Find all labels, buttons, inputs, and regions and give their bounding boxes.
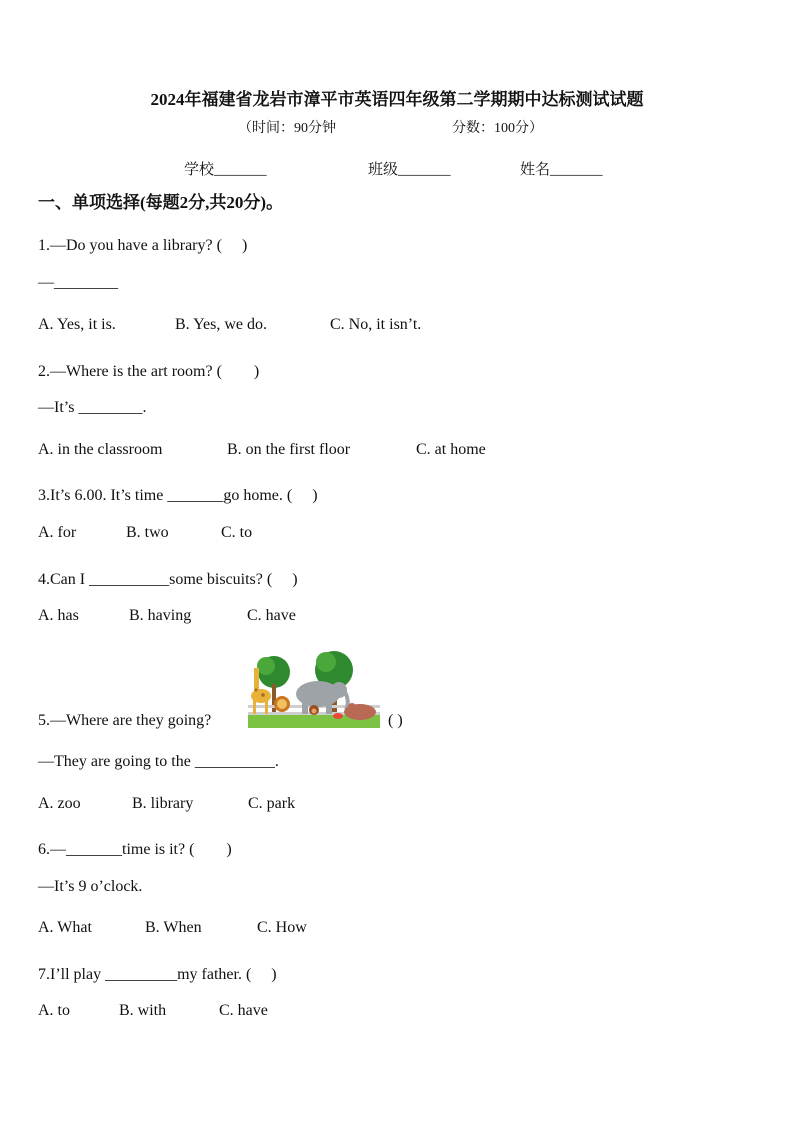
question-2-option-b[interactable]: B. on the first floor (227, 441, 351, 458)
question-5-option-c[interactable]: C. park (248, 795, 296, 812)
question-1-stem: 1.—Do you have a library? ( ) (38, 237, 248, 254)
question-5-answer-blank: —They are going to the __________. (38, 753, 279, 770)
question-6-stem: 6.—_______time is it? ( ) (38, 841, 232, 858)
question-4-option-a[interactable]: A. has (38, 607, 79, 624)
question-1-answer-blank: —________ (38, 274, 118, 291)
question-4-option-b[interactable]: B. having (129, 607, 192, 624)
page-title: 2024年福建省龙岩市漳平市英语四年级第二学期期中达标测试试题 (150, 90, 644, 109)
question-3-option-c[interactable]: C. to (221, 524, 253, 541)
question-7-option-b[interactable]: B. with (119, 1002, 167, 1019)
name-field[interactable]: 姓名_______ (520, 162, 603, 178)
zoo-animals-image (246, 650, 382, 730)
question-2-answer-blank: —It’s ________. (38, 399, 147, 416)
question-5-option-b[interactable]: B. library (132, 795, 194, 812)
exam-time: （时间：90分钟 (238, 121, 336, 136)
question-4-stem: 4.Can I __________some biscuits? ( ) (38, 571, 298, 588)
section-heading: 一、单项选择(每题2分,共20分)。 (38, 193, 284, 212)
question-1-option-c[interactable]: C. No, it isn’t. (330, 316, 422, 333)
question-1-option-b[interactable]: B. Yes, we do. (175, 316, 268, 333)
question-4-option-c[interactable]: C. have (247, 607, 296, 624)
question-3-option-b[interactable]: B. two (126, 524, 169, 541)
question-5-option-a[interactable]: A. zoo (38, 795, 81, 812)
question-7-option-c[interactable]: C. have (219, 1002, 268, 1019)
question-7-stem: 7.I’ll play _________my father. ( ) (38, 966, 277, 983)
question-5-stem: 5.—Where are they going? (38, 712, 212, 729)
question-7-option-a[interactable]: A. to (38, 1002, 70, 1019)
question-6-option-c[interactable]: C. How (257, 919, 307, 936)
question-5-bracket: ( ) (388, 712, 403, 729)
question-3-option-a[interactable]: A. for (38, 524, 77, 541)
school-field[interactable]: 学校_______ (184, 162, 267, 178)
question-6-option-a[interactable]: A. What (38, 919, 92, 936)
question-6-option-b[interactable]: B. When (145, 919, 202, 936)
question-6-answer: —It’s 9 o’clock. (38, 878, 143, 895)
question-2-option-a[interactable]: A. in the classroom (38, 441, 163, 458)
question-1-option-a[interactable]: A. Yes, it is. (38, 316, 116, 333)
exam-score: 分数：100分） (452, 121, 543, 136)
question-2-option-c[interactable]: C. at home (416, 441, 486, 458)
question-3-stem: 3.It’s 6.00. It’s time _______go home. ( ) (38, 487, 318, 504)
class-field[interactable]: 班级_______ (368, 162, 451, 178)
question-2-stem: 2.—Where is the art room? ( ) (38, 363, 260, 380)
